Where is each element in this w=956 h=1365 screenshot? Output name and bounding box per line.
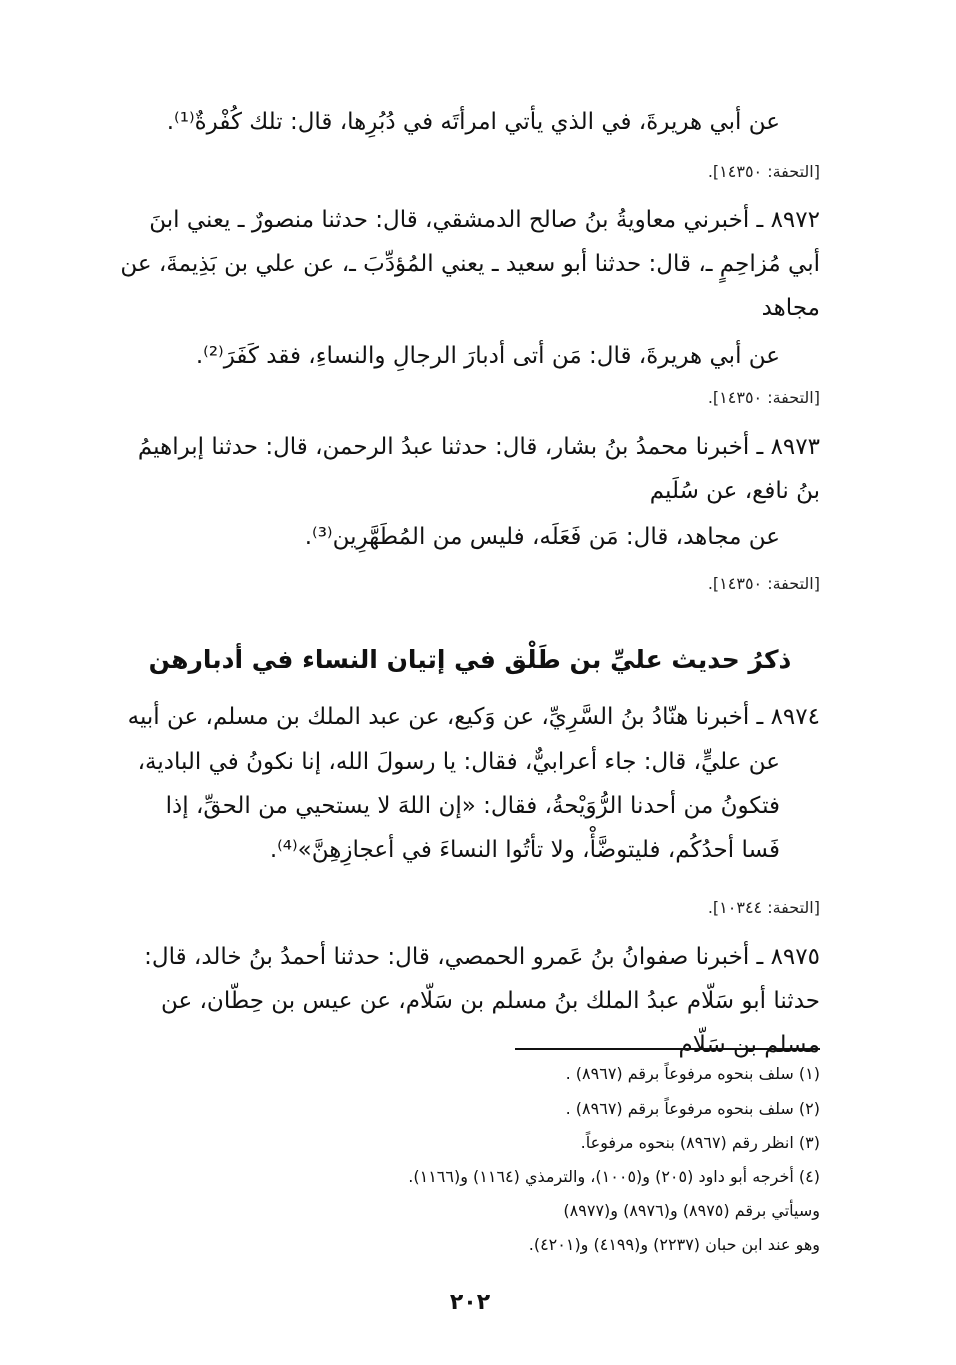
footnote: وهو عند ابن حبان (٢٢٣٧) و(٤١٩٩) و(٤٢٠١).	[528, 1235, 820, 1254]
tuhfa-reference: [التحفة: ١٤٣٥٠].	[707, 388, 820, 407]
footnote: (١) سلف بنحوه مرفوعاً برقم (٨٩٦٧) .	[565, 1064, 820, 1083]
hadith-8973-isnad: ٨٩٧٣ ـ أخبرنا محمدُ بنُ بشار، قال: حدثنا عبدُ الرحمن، قال: حدثنا إبراهيمُ بنُ نافع، عن سُلَيم	[137, 434, 820, 504]
hadith-8972-isnad: ٨٩٧٢ ـ أخبرني معاويةُ بنُ صالح الدمشقي، قال: حدثنا منصورٌ ـ يعني ابنَ أبي مُزاحِمٍ ـ، قال: حدثنا أبو سعيد ـ يعني المُؤدِّبَ ـ، عن علي بن بَذِيمةَ، عن مجاهد	[120, 207, 820, 321]
footnote: وسيأتي برقم (٨٩٧٥) و(٨٩٧٦) و(٨٩٧٧)	[563, 1201, 820, 1220]
footnote: (٢) سلف بنحوه مرفوعاً برقم (٨٩٦٧) .	[565, 1099, 820, 1118]
page-number: ٢٠٢	[449, 1290, 491, 1315]
hadith-8974-isnad: ٨٩٧٤ ـ أخبرنا هنّادُ بنُ السَّرِيِّ، عن وَكيع، عن عبد الملك بن مسلم، عن أبيه	[127, 704, 820, 730]
tuhfa-reference: [التحفة: ١٤٣٥٠].	[707, 574, 820, 593]
text-line: عن أبي هريرةَ، في الذي يأتي امرأتَه في دُبُرِها، قال: تلك كُفْرةٌ⁽¹⁾.	[166, 109, 780, 135]
section-heading: ذكرُ حديث عليِّ بن طَلْق في إتيان النساء في أدبارهن	[148, 645, 792, 674]
footnote-separator	[515, 1048, 820, 1050]
text-line: عن مجاهد، قال: مَن فَعَلَه، فليس من المُطَهَّرِين⁽³⁾.	[304, 524, 780, 550]
tuhfa-reference: [التحفة: ١٤٣٥٠].	[707, 162, 820, 181]
footnote: (٤) أخرجه أبو داود (٢٠٥) و(١٠٠٥)، والترمذي (١١٦٤) و(١١٦٦).	[408, 1167, 820, 1186]
hadith-8975-isnad: ٨٩٧٥ ـ أخبرنا صفوانُ بنُ عَمرو الحمصي، قال: حدثنا أحمدُ بنُ خالد، قال: حدثنا أبو سَلّام عبدُ الملك بنُ مسلم بن سَلّام، عن عيس بن حِطّان، عن مسلم بن سَلّام	[144, 944, 820, 1058]
tuhfa-reference: [التحفة: ١٠٣٤٤].	[707, 898, 820, 917]
text-line: عن أبي هريرةَ، قال: مَن أتى أدبارَ الرجالِ والنساءِ، فقد كَفَرَ⁽²⁾.	[195, 343, 780, 369]
hadith-8974-text: عن عليٍّ، قال: جاء أعرابيٌّ، فقال: يا رسولَ الله، إنا نكونُ في البادية، فتكونُ من أحدنا الرُّوَيْحةُ، فقال: «إن اللهَ لا يستحيي من الحقِّ، إذا فَسا أحدُكُم، فليتوضَّأْ، ولا تأتُوا النساءَ في أعجازِهِنَّ»⁽⁴⁾.	[137, 749, 780, 863]
footnote: (٣) انظر رقم (٨٩٦٧) بنحوه مرفوعاً.	[580, 1133, 820, 1152]
